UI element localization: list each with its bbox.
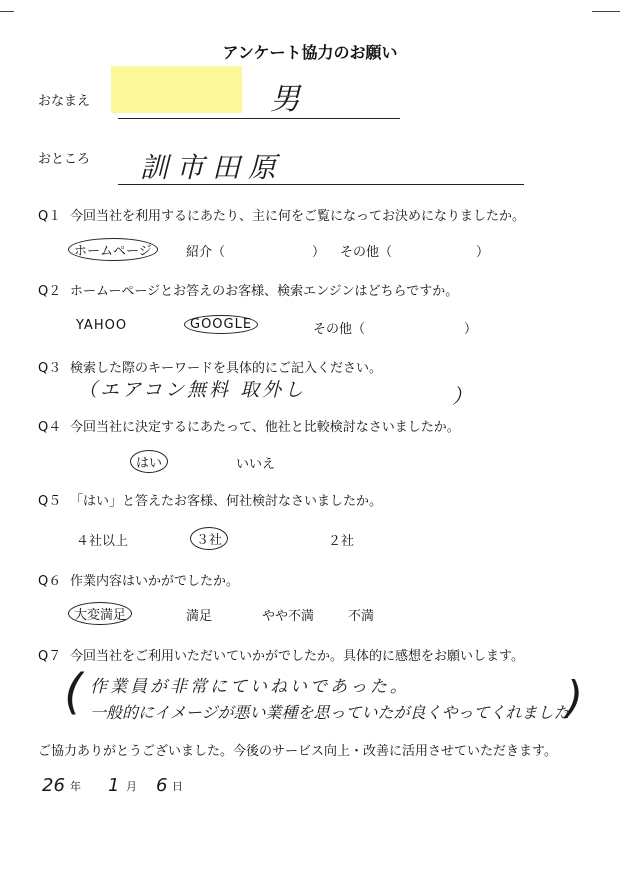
q2-option-other-close: ） xyxy=(464,322,478,337)
q3-number: Q３ xyxy=(38,361,62,376)
address-value: 訓市田原 xyxy=(140,151,285,184)
address-label: おところ xyxy=(38,152,91,167)
date-year: 26 xyxy=(42,775,65,796)
q6-option-slightly-dissatisfied: やや不満 xyxy=(262,609,315,624)
q2-text: ホームーページとお答えのお客様、検索エンジンはどちらですか。 xyxy=(70,284,459,299)
q6-option-satisfied: 満足 xyxy=(186,609,213,624)
closing-message: ご協力ありがとうございました。今後のサービス向上・改善に活用させていただきます。 xyxy=(38,744,557,759)
q1-option-referral: 紹介（ xyxy=(186,245,226,260)
q6-option-dissatisfied: 不満 xyxy=(348,609,375,624)
name-underline xyxy=(118,118,400,119)
q1-option-other-close: ） xyxy=(476,245,490,260)
q1-text: 今回当社を利用するにあたり、主に何をご覧になってお決めになりましたか。 xyxy=(70,209,526,224)
q1-option-homepage: ホームページ xyxy=(68,238,158,261)
q4-text: 今回当社に決定するにあたって、他社と比較検討なさいましたか。 xyxy=(70,420,460,435)
address-underline xyxy=(118,184,524,185)
q5-option-4plus: ４社以上 xyxy=(76,534,129,549)
date-day: 6 xyxy=(156,775,168,796)
crop-mark-right xyxy=(592,11,620,12)
q7-paren-right: ) xyxy=(566,672,584,723)
name-label: おなまえ xyxy=(38,94,91,109)
q3-answer-close: ） xyxy=(452,384,472,408)
crop-mark-left xyxy=(0,11,14,12)
q2-option-other: その他（ xyxy=(313,322,366,337)
q6-option-very-satisfied: 大変満足 xyxy=(68,602,132,625)
q5-option-3: ３社 xyxy=(190,527,228,550)
name-redaction xyxy=(111,66,242,113)
q1-option-other: その他（ xyxy=(340,245,393,260)
q4-number: Q４ xyxy=(38,420,62,435)
q7-paren-left: ( xyxy=(64,664,83,720)
q5-text: 「はい」と答えたお客様、何社検討なさいましたか。 xyxy=(70,494,383,509)
date-month-label: 月 xyxy=(126,780,137,793)
q1-number: Q１ xyxy=(38,209,62,224)
q7-text: 今回当社をご利用いただいていかがでしたか。具体的に感想をお願いします。 xyxy=(70,649,524,664)
q6-text: 作業内容はいかがでしたか。 xyxy=(70,574,240,589)
q7-number: Q７ xyxy=(38,649,62,664)
q3-text: 検索した際のキーワードを具体的にご記入ください。 xyxy=(70,361,383,376)
q7-answer-line-2: 一般的にイメージが悪い業種を思っていたが良くやってくれました xyxy=(90,703,570,722)
page-title: アンケート協力のお願い xyxy=(222,43,398,62)
q3-answer: （エアコン無料 取外し xyxy=(78,379,307,401)
q4-option-yes: はい xyxy=(130,450,168,473)
q6-number: Q６ xyxy=(38,574,62,589)
date-year-label: 年 xyxy=(70,780,81,793)
date-month: 1 xyxy=(108,775,120,796)
q5-option-2: ２社 xyxy=(328,534,355,549)
q2-number: Q２ xyxy=(38,284,62,299)
date-day-label: 日 xyxy=(172,780,183,793)
q5-number: Q５ xyxy=(38,494,62,509)
q7-answer-line-1: 作業員が非常にていねいであった。 xyxy=(90,677,410,697)
q2-option-yahoo: YAHOO xyxy=(76,318,128,333)
q1-option-referral-close: ） xyxy=(312,245,326,260)
q4-option-no: いいえ xyxy=(236,457,276,472)
q2-option-google: GOOGLE xyxy=(184,315,258,334)
name-value: 男 xyxy=(270,82,300,117)
